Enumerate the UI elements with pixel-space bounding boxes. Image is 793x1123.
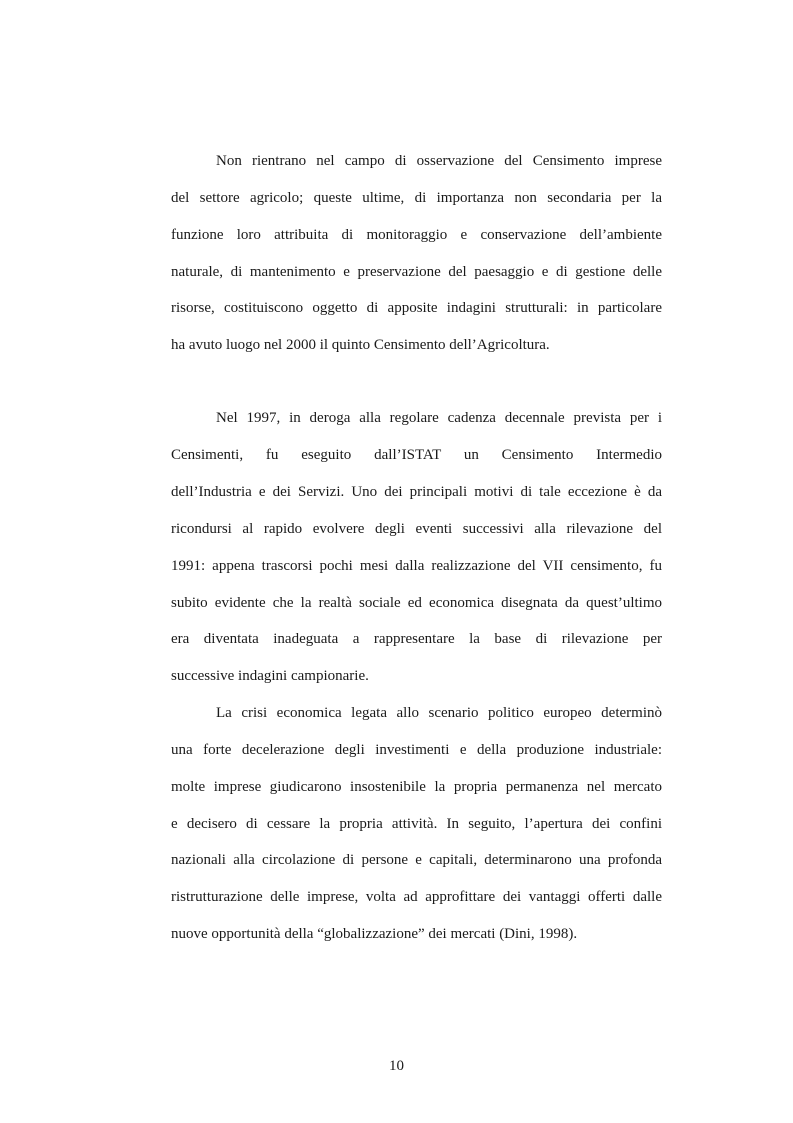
text-line: naturale, di mantenimento e preservazione del paesaggio e di gestione delle (171, 264, 662, 280)
text-line: e decisero di cessare la propria attività. In seguito, l’apertura dei confini (171, 816, 662, 832)
text-line: successive indagini campionarie. (171, 668, 369, 684)
text-line: molte imprese giudicarono insostenibile la propria permanenza nel mercato (171, 779, 662, 795)
page-number: 10 (389, 1058, 404, 1074)
text-line: 1991: appena trascorsi pochi mesi dalla realizzazione del VII censimento, fu (171, 558, 662, 574)
text-line: Censimenti, fu eseguito dall’ISTAT un Censimento Intermedio (171, 447, 662, 463)
text-line: funzione loro attribuita di monitoraggio e conservazione dell’ambiente (171, 227, 662, 243)
text-line: subito evidente che la realtà sociale ed economica disegnata da quest’ultimo (171, 595, 662, 611)
text-line: ha avuto luogo nel 2000 il quinto Censimento dell’Agricoltura. (171, 337, 550, 353)
text-line: Non rientrano nel campo di osservazione del Censimento imprese (216, 153, 662, 169)
text-line: risorse, costituiscono oggetto di apposite indagini strutturali: in particolare (171, 300, 662, 316)
text-line: La crisi economica legata allo scenario politico europeo determinò (216, 705, 662, 721)
text-line: nuove opportunità della “globalizzazione” dei mercati (Dini, 1998). (171, 926, 578, 942)
text-line: del settore agricolo; queste ultime, di importanza non secondaria per la (171, 190, 662, 206)
text-line: ristrutturazione delle imprese, volta ad approfittare dei vantaggi offerti dalle (171, 889, 662, 905)
text-line: Nel 1997, in deroga alla regolare cadenza decennale prevista per i (216, 410, 662, 426)
text-line: ricondursi al rapido evolvere degli eventi successivi alla rilevazione del (171, 521, 662, 537)
text-line: nazionali alla circolazione di persone e capitali, determinarono una profonda (171, 852, 662, 868)
text-line: una forte decelerazione degli investimenti e della produzione industriale: (171, 742, 662, 758)
text-line: era diventata inadeguata a rappresentare la base di rilevazione per (171, 631, 662, 647)
text-line: dell’Industria e dei Servizi. Uno dei principali motivi di tale eccezione è da (171, 484, 662, 500)
